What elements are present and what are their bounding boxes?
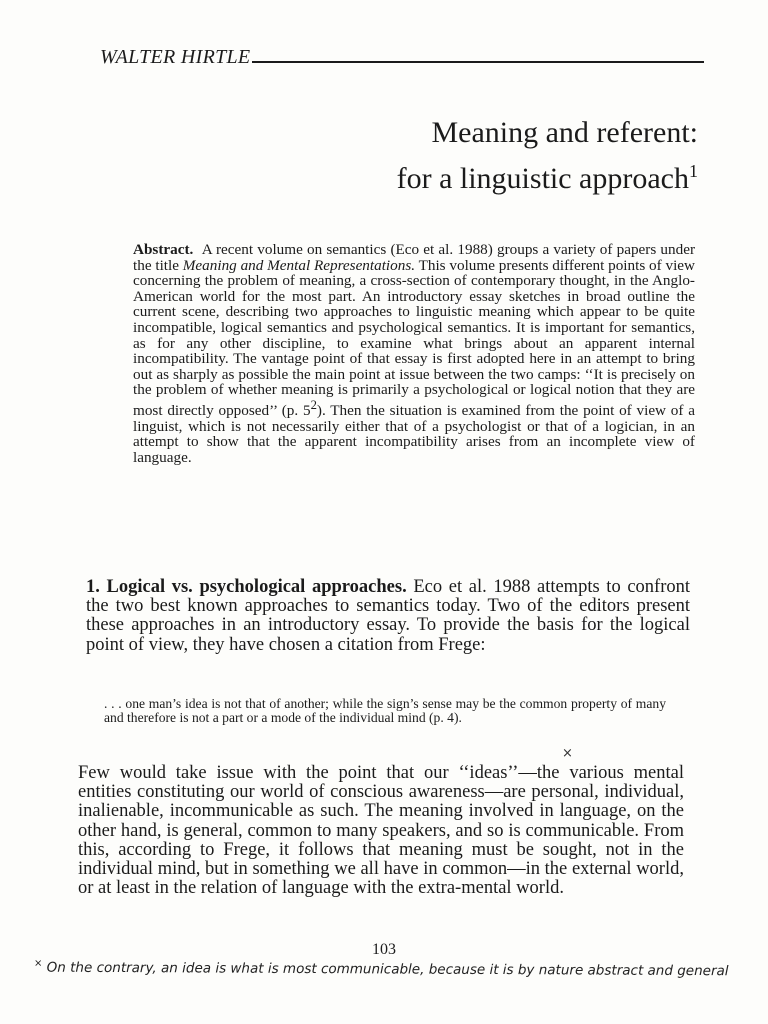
section-1-paragraph (86, 578, 690, 655)
title-footnote-marker: 1 (689, 161, 698, 181)
body-paragraph: Few would take issue with the point that our ‘‘ideas’’—the various mental entities constituting our world of conscious awareness—are personal, individual, inalienable, incommunicable as such. The meaning involved in language, on the other hand, is general, common to many speakers, and so is communicable. From this, according to Frege, it follows that meaning must be sought, not in the individual mind, but in something we all have in common—in the external world, or at least in the relation of language with the extra-mental world. (78, 763, 684, 899)
article-title (397, 110, 698, 202)
section-1-text: Eco et al. 1988 attempts to confront the two best known approaches to semantics today. Two of the editors present these approaches in an introductory essay. To provide the basis for the logical point of view, they have chosen a citation from Frege: (86, 577, 691, 655)
abstract (133, 242, 695, 465)
section-heading: 1. Logical vs. psychological approaches. (86, 577, 407, 597)
abstract-text-1: A recent volume on semantics (Eco et al. 1988) groups a variety of papers under the title (133, 241, 696, 274)
author-name: WALTER HIRTLE (100, 46, 251, 68)
abstract-text-2: This volume presents different points of view concerning the problem of meaning, a cross-section of contemporary thought, in the Anglo-American world for the most part. An introductory essay sketches in broad outline the current scene, describing two approaches to linguistic meaning which appear to be quite incompatible, logical semantics and psychological semantics. It is important for semantics, as for any other discipline, to examine what brings about an apparent internal incompatibility. The vantage point of that essay is first adopted here in an attempt to bring out as sharply as possible the main point at issue between the two camps: ‘‘It is precisely on the problem of whether meaning is primarily a psychological or logical notion that they are most directly opposed’’ (p. 5 (133, 256, 695, 419)
header-rule (252, 61, 704, 63)
abstract-label: Abstract. (133, 241, 194, 258)
title-line-2: for a linguistic approach (396, 162, 689, 195)
note-marker: × (33, 958, 43, 970)
note-text: On the contrary, an idea is what is most communicable, because it is by nature abstract and general (46, 959, 729, 980)
running-head (100, 46, 704, 69)
title-line-1: Meaning and referent: (431, 116, 698, 149)
block-quote: . . . one man’s idea is not that of another; while the sign’s sense may be the common property of many and therefore is not a part or a mode of the individual mind (p. 4). (104, 696, 666, 726)
page-number: 103 (372, 941, 396, 958)
abstract-text-3: ). Then the situation is examined from the point of view of a linguist, which is not necessarily either that of a psychologist or that of a logician, in an attempt to show that the apparent incompatibility arises from an incomplete view of language. (133, 402, 695, 466)
abstract-footnote-marker: 2 (310, 397, 317, 412)
abstract-book-title: Meaning and Mental Representations. (182, 256, 416, 274)
handwritten-note (34, 956, 768, 979)
margin-x-mark: × (562, 746, 573, 761)
